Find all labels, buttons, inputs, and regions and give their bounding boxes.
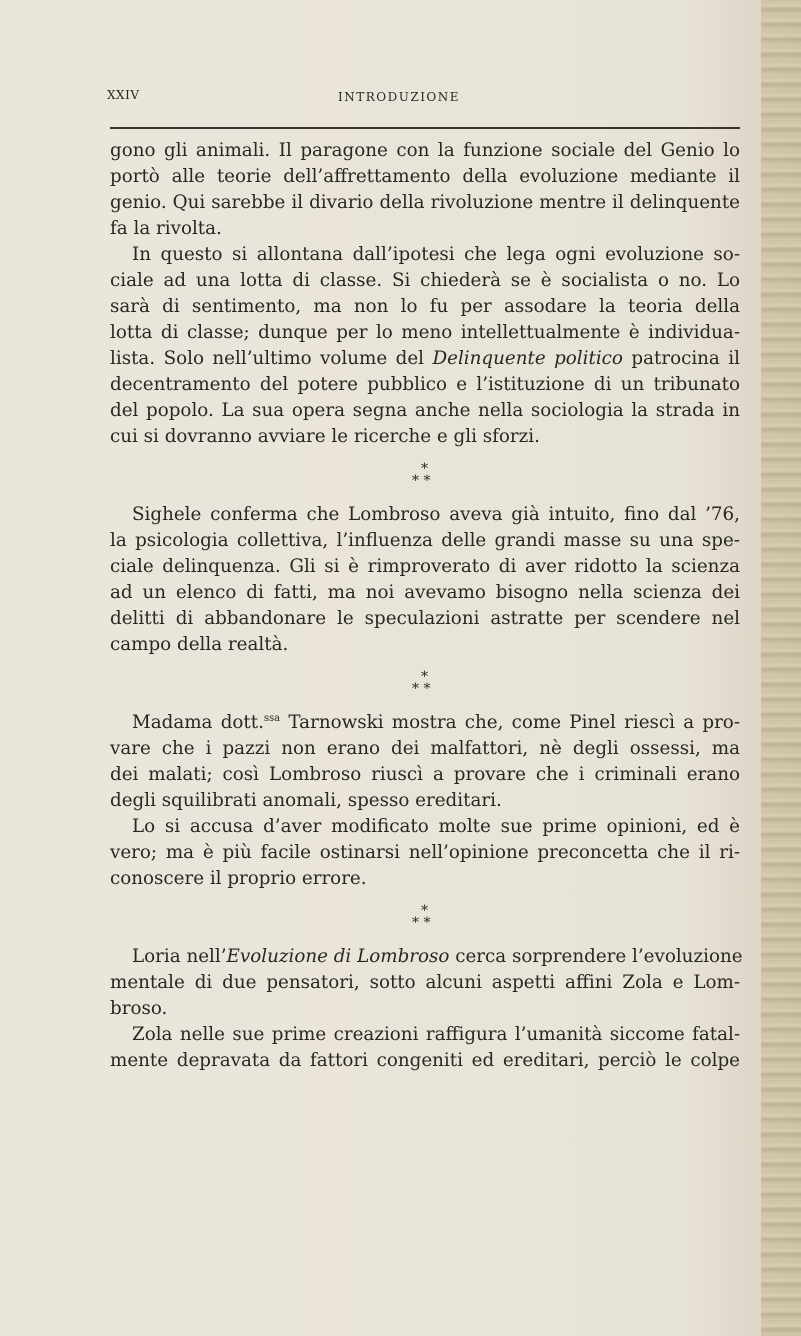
text-fragment: patrocina il	[622, 348, 740, 369]
text-line: la psicologia collettiva, l’influenza delle grandi masse su una spe-	[110, 530, 740, 551]
text-line: sarà di sentimento, ma non lo fu per assodare la teoria della	[110, 296, 740, 317]
text-line: Loria nell’Evoluzione di Lombroso cerca sorprendere l’evoluzione	[132, 946, 743, 967]
section-ornament	[110, 892, 740, 944]
text-line: Lo si accusa d’aver modificato molte sue prime opinioni, ed è	[132, 816, 740, 837]
asterism-star: *	[421, 461, 428, 477]
paragraph-1	[110, 138, 740, 242]
text-line: delitti di abbandonare le speculazioni astratte per scendere nel	[110, 608, 740, 629]
text-line: del popolo. La sua opera segna anche nella sociologia la strada in	[110, 400, 740, 421]
text-line: cui si dovranno avviare le ricerche e gli sforzi.	[110, 426, 540, 447]
text-line: vare che i pazzi non erano dei malfattori, nè degli ossessi, ma	[110, 738, 740, 759]
asterism-stars: * *	[412, 915, 431, 931]
text-line: fa la rivolta.	[110, 218, 222, 239]
asterism-stars: * *	[412, 681, 431, 697]
text-line: In questo si allontana dall’ipotesi che lega ogni evoluzione so-	[132, 244, 740, 265]
paragraph-5	[110, 814, 740, 892]
text-line: vero; ma è più facile ostinarsi nell’opinione preconcetta che il ri-	[110, 842, 740, 863]
text-line: ad un elenco di fatti, ma noi avevamo bisogno nella scienza dei	[110, 582, 740, 603]
text-line: mente depravata da fattori congeniti ed ereditari, perciò le colpe	[110, 1050, 740, 1071]
text-line: broso.	[110, 998, 168, 1019]
text-line: ciale delinquenza. Gli si è rimproverato di aver ridotto la scienza	[110, 556, 740, 577]
section-ornament	[110, 658, 740, 710]
header-rule	[110, 127, 740, 129]
running-head: INTRODUZIONE	[338, 90, 461, 104]
paragraph-6	[110, 944, 743, 1022]
text-line: lotta di classe; dunque per lo meno intellettualmente è individua-	[110, 322, 740, 343]
book-title: Evoluzione di Lombroso	[226, 946, 450, 967]
text-line: genio. Qui sarebbe il divario della rivoluzione mentre il delinquente	[110, 192, 740, 213]
text-line: Sighele conferma che Lombroso aveva già intuito, fino dal ’76,	[132, 504, 740, 525]
text-line	[110, 346, 740, 372]
page-number: XXIV	[107, 88, 140, 102]
text-line: degli squilibrati anomali, spesso ereditari.	[110, 790, 502, 811]
paragraph-4	[110, 710, 740, 814]
superscript: ssa	[263, 712, 281, 724]
asterism-star: *	[421, 669, 428, 685]
page-edge	[761, 0, 801, 1336]
text-line: decentramento del potere pubblico e l’istituzione di un tribunato	[110, 374, 740, 395]
asterism-star: *	[421, 903, 428, 919]
book-title: Delinquente politico	[432, 348, 623, 369]
paragraph-2	[110, 242, 740, 450]
body-text	[110, 138, 743, 1074]
text-line: portò alle teorie dell’affrettamento della evoluzione mediante il	[110, 166, 740, 187]
text-line: Zola nelle sue prime creazioni raffigura l’umanità siccome fatal-	[132, 1024, 740, 1045]
text-line: mentale di due pensatori, sotto alcuni aspetti affini Zola e Lom-	[110, 972, 740, 993]
text-line: dei malati; così Lombroso riuscì a provare che i criminali erano	[110, 764, 740, 785]
text-line: campo della realtà.	[110, 634, 289, 655]
text-line: ciale ad una lotta di classe. Si chiederà se è socialista o no. Lo	[110, 270, 740, 291]
text-line: gono gli animali. Il paragone con la funzione sociale del Genio lo	[110, 140, 740, 161]
paragraph-3	[110, 502, 740, 658]
page-header	[107, 88, 740, 112]
text-line: conoscere il proprio errore.	[110, 868, 367, 889]
text-line: Madama dott.$^{ssa}$ Tarnowski mostra che, come Pinel riescì a pro-	[132, 712, 740, 733]
asterism-stars: * *	[412, 473, 431, 489]
paragraph-7	[110, 1022, 740, 1074]
section-ornament	[110, 450, 740, 502]
text-fragment: lista. Solo nell’ultimo volume del	[110, 348, 433, 369]
